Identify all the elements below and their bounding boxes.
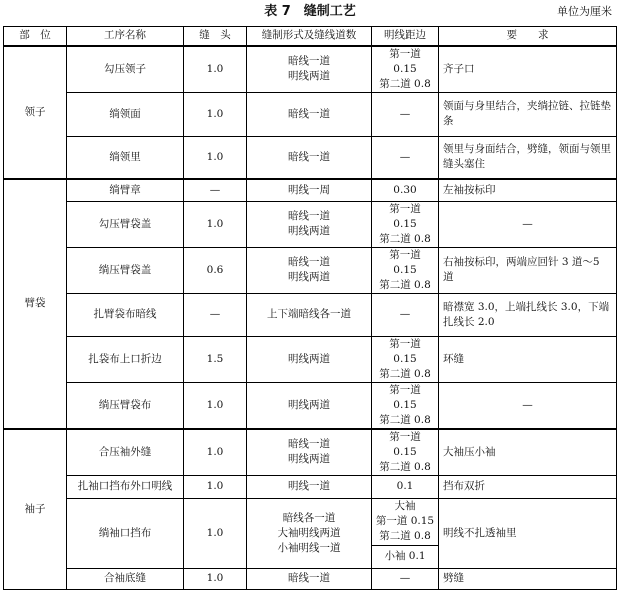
table-row (4, 201, 617, 247)
stitch-distance-cell (372, 136, 439, 179)
cell-line: — (522, 217, 533, 230)
table-caption (0, 3, 620, 21)
requirement-cell (439, 382, 617, 429)
cell-line: 大袖 (394, 500, 416, 512)
table-body (4, 46, 617, 590)
process-cell: 扎袋布上口折边 (67, 336, 184, 382)
stitch-form-cell (247, 498, 372, 568)
cell-line: 0.30 (393, 183, 417, 196)
stitch-form-cell (247, 92, 372, 136)
distance-top (372, 499, 438, 546)
distance-bottom (372, 546, 438, 568)
stitch-distance-cell (372, 46, 439, 93)
table-row (4, 475, 617, 498)
stitch-distance-cell (372, 247, 439, 293)
requirement-cell (439, 179, 617, 201)
cell-line: 第一道 0.15 (389, 430, 421, 458)
cell-line: 第一道 0.15 (389, 383, 421, 411)
process-cell: 勾压臂袋盖 (67, 201, 184, 247)
cell-line: 第二道 0.8 (379, 413, 431, 426)
cell-line: 领里与身面结合，劈缝，领面与领里缝头塞住 (443, 143, 611, 171)
stitch-form-cell (247, 247, 372, 293)
requirement-cell (439, 247, 617, 293)
cell-line: 明线一周 (288, 183, 330, 196)
part-cell: 臂袋 (4, 179, 67, 429)
table-row (4, 92, 617, 136)
table-row (4, 136, 617, 179)
cell-line: 暗线各一道 (282, 511, 336, 524)
stitch-distance-cell (372, 336, 439, 382)
cell-line: 第二道 0.8 (379, 530, 431, 542)
cell-line: 明线两道 (288, 225, 330, 237)
requirement-cell (439, 201, 617, 247)
table-row (4, 179, 617, 201)
seam-cell: 1.0 (184, 46, 247, 93)
requirement-cell (439, 429, 617, 476)
cell-line: 第二道 0.8 (379, 232, 431, 245)
stitch-distance-cell (372, 429, 439, 476)
part-cell: 领子 (4, 46, 67, 180)
requirement-cell (439, 136, 617, 179)
table-row (4, 247, 617, 293)
stitch-form-cell (247, 429, 372, 476)
cell-line: 第一道 0.15 (389, 248, 421, 276)
requirement-cell (439, 475, 617, 498)
cell-line: 第二道 0.8 (379, 367, 431, 380)
cell-line: — (522, 398, 533, 411)
cell-line: 明线两道 (288, 70, 330, 82)
cell-line: 大袖压小袖 (443, 445, 496, 458)
sewing-process-table (3, 26, 617, 590)
stitch-form-cell (247, 568, 372, 589)
cell-line: 0.1 (396, 480, 414, 492)
cell-line: — (399, 572, 411, 584)
cell-line: 大袖明线两道 (277, 526, 341, 539)
process-cell: 绱臂章 (67, 179, 184, 201)
header-stitch-form: 缝制形式及缝线道数 (247, 27, 372, 46)
stitch-distance-cell (372, 475, 439, 498)
cell-line: 明线不扎透袖里 (443, 526, 517, 539)
table-row (4, 336, 617, 382)
process-cell: 扎臂袋布暗线 (67, 293, 184, 336)
stitch-form-cell (247, 382, 372, 429)
seam-cell: — (184, 293, 247, 336)
cell-line: 齐子口 (443, 62, 475, 75)
seam-cell: 1.0 (184, 136, 247, 179)
process-cell: 绱领面 (67, 92, 184, 136)
process-cell: 合压袖外缝 (67, 429, 184, 476)
cell-line: 劈缝 (443, 572, 464, 584)
part-cell: 袖子 (4, 429, 67, 590)
requirement-cell (439, 498, 617, 568)
cell-line: 暗线一道 (288, 438, 330, 450)
header-process: 工序名称 (67, 27, 184, 46)
requirement-cell (439, 46, 617, 93)
table-row (4, 293, 617, 336)
cell-line: 第一道 0.15 (389, 47, 421, 75)
cell-line: 第一道 0.15 (375, 515, 435, 527)
process-cell: 扎袖口挡布外口明线 (67, 475, 184, 498)
stitch-form-cell (247, 46, 372, 93)
unit-note: 单位为厘米 (557, 5, 612, 18)
stitch-form-cell (247, 136, 372, 179)
cell-line: 上下端暗线各一道 (267, 308, 351, 320)
stitch-form-cell (247, 475, 372, 498)
table-row (4, 568, 617, 589)
cell-line: 小袖 0.1 (384, 550, 426, 562)
cell-line: 暗线一道 (288, 150, 330, 163)
requirement-cell (439, 92, 617, 136)
header-requirement: 要 求 (439, 27, 617, 46)
cell-line: 环缝 (443, 352, 464, 365)
table-title: 表 7 缝制工艺 (264, 4, 356, 19)
seam-cell: — (184, 179, 247, 201)
requirement-cell (439, 293, 617, 336)
header-row (4, 27, 617, 46)
header-stitch-distance: 明线距边 (372, 27, 439, 46)
cell-line: 左袖按标印 (443, 183, 496, 196)
seam-cell: 1.5 (184, 336, 247, 382)
cell-line: 暗线一道 (288, 572, 330, 584)
distance-split (372, 499, 438, 568)
cell-line: 第一道 0.15 (389, 337, 421, 365)
stitch-distance-cell (372, 382, 439, 429)
process-cell: 绱压臂袋布 (67, 382, 184, 429)
seam-cell: 1.0 (184, 382, 247, 429)
cell-line: 领面与身里结合，夹绱拉链、拉链垫条 (443, 100, 611, 127)
header-seam-allowance: 缝 头 (184, 27, 247, 46)
cell-line: 明线一道 (288, 480, 330, 492)
stitch-distance-cell (372, 498, 439, 568)
requirement-cell (439, 336, 617, 382)
table-row (4, 498, 617, 568)
table-row (4, 429, 617, 476)
cell-line: 第二道 0.8 (379, 460, 431, 473)
cell-line: 明线两道 (288, 352, 330, 365)
seam-cell: 1.0 (184, 201, 247, 247)
cell-line: 明线两道 (288, 398, 330, 411)
cell-line: — (399, 107, 411, 120)
requirement-cell (439, 568, 617, 589)
cell-line: 挡布双折 (443, 480, 485, 492)
stitch-form-cell (247, 179, 372, 201)
stitch-distance-cell (372, 92, 439, 136)
table-row (4, 382, 617, 429)
cell-line: 第一道 0.15 (389, 202, 421, 230)
header-part: 部 位 (4, 27, 67, 46)
process-cell: 绱压臂袋盖 (67, 247, 184, 293)
seam-cell: 1.0 (184, 475, 247, 498)
process-cell: 绱领里 (67, 136, 184, 179)
cell-line: 暗线一道 (288, 55, 330, 67)
stitch-form-cell (247, 201, 372, 247)
cell-line: 暗襟宽 3.0，上端扎线长 3.0，下端扎线长 2.0 (443, 300, 610, 328)
seam-cell: 1.0 (184, 429, 247, 476)
stitch-distance-cell (372, 201, 439, 247)
seam-cell: 1.0 (184, 568, 247, 589)
cell-line: — (399, 150, 411, 163)
cell-line: 明线两道 (288, 453, 330, 465)
stitch-form-cell (247, 293, 372, 336)
process-cell: 合袖底缝 (67, 568, 184, 589)
seam-cell: 1.0 (184, 92, 247, 136)
stitch-distance-cell (372, 293, 439, 336)
cell-line: 暗线一道 (288, 256, 330, 268)
seam-cell: 0.6 (184, 247, 247, 293)
cell-line: — (399, 308, 411, 320)
cell-line: 暗线一道 (288, 210, 330, 222)
stitch-form-cell (247, 336, 372, 382)
stitch-distance-cell (372, 568, 439, 589)
cell-line: 右袖按标印，两端应回针 3 道～5 道 (443, 256, 600, 283)
cell-line: 第二道 0.8 (379, 278, 431, 291)
cell-line: 明线两道 (288, 271, 330, 283)
process-cell: 勾压领子 (67, 46, 184, 93)
table-row (4, 46, 617, 93)
stitch-distance-cell (372, 179, 439, 201)
process-cell: 绱袖口挡布 (67, 498, 184, 568)
seam-cell: 1.0 (184, 498, 247, 568)
cell-line: 小袖明线一道 (277, 541, 341, 554)
cell-line: 暗线一道 (288, 107, 330, 120)
cell-line: 第二道 0.8 (379, 77, 431, 90)
